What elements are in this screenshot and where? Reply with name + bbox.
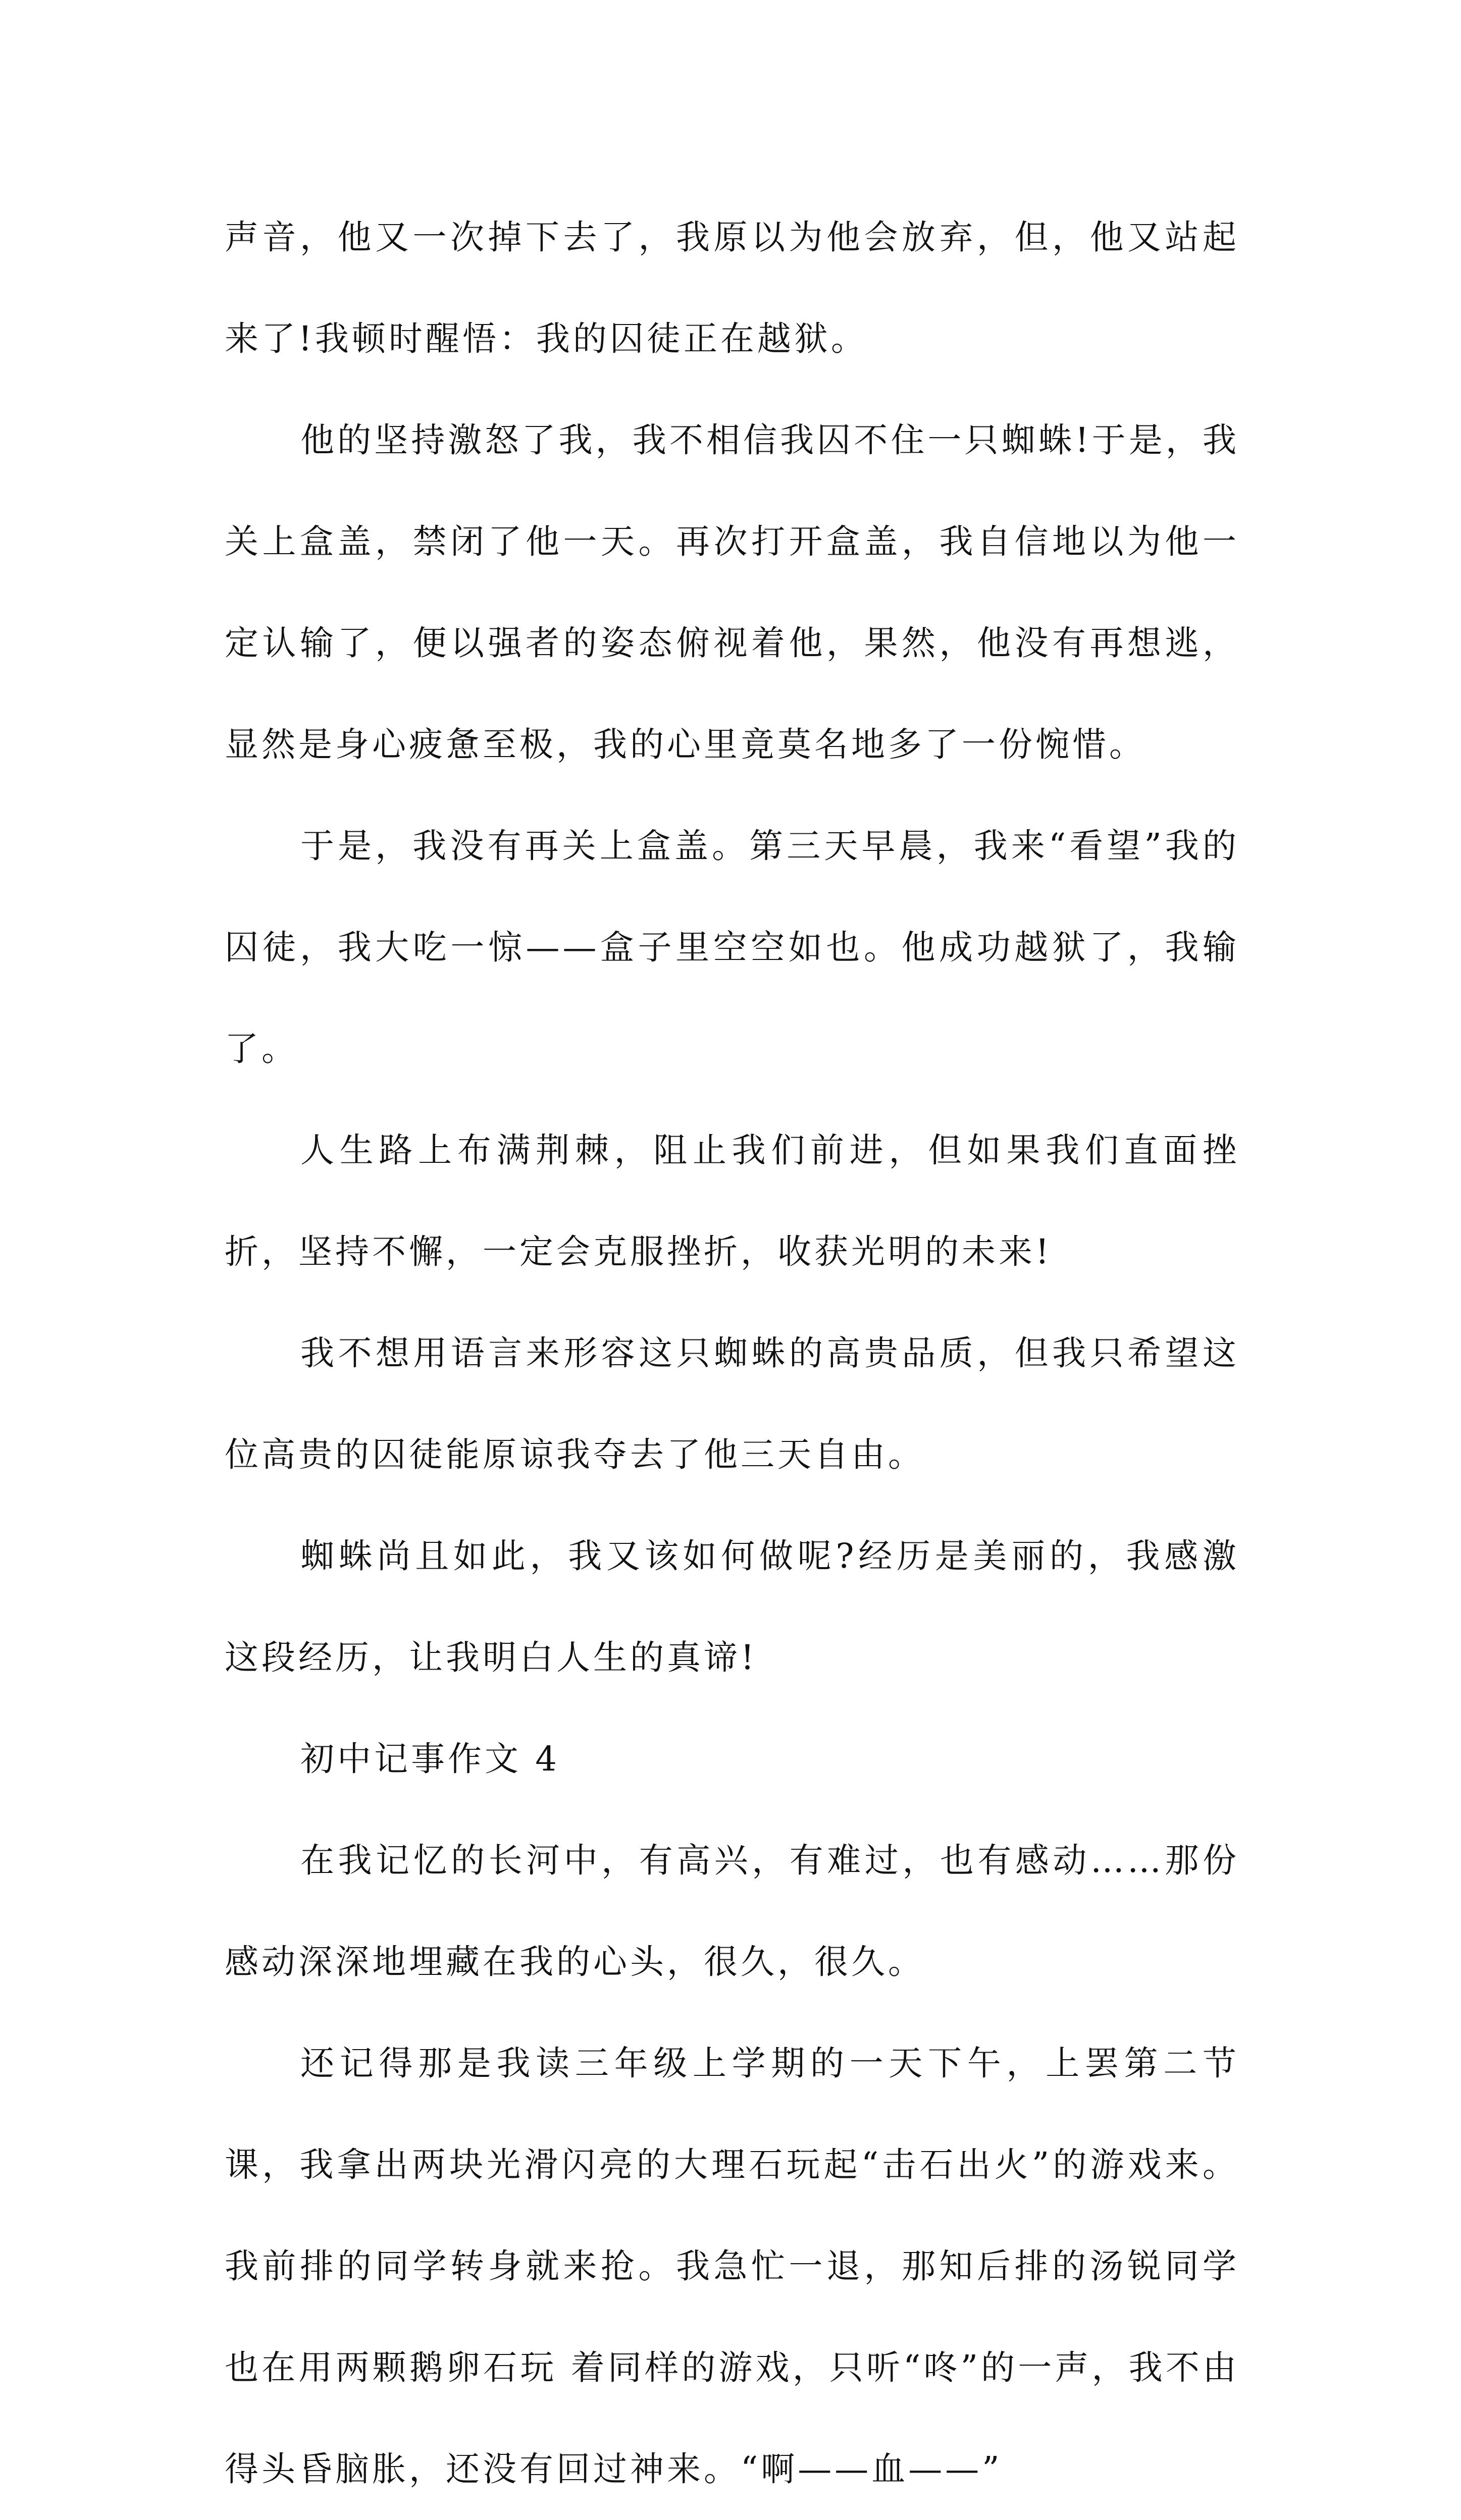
paragraph: 于是，我没有再关上盒盖。第三天早晨，我来“看望”我的囚徒，我大吃一惊——盒子里空空如也。他成功越狱了，我输了。 (225, 826, 1239, 1068)
document-body (225, 187, 1239, 2520)
paragraph: 蜘蛛尚且如此，我又该如何做呢?经历是美丽的，我感激这段经历，让我明白人生的真谛! (225, 1536, 1239, 1677)
paragraph: 他的坚持激怒了我，我不相信我囚不住一只蜘蛛!于是，我关上盒盖，禁闭了他一天。再次打开盒盖，我自信地以为他一定认输了，便以强者的姿态俯视着他，果然，他没有再想逃，显然是身心疲惫至极，我的心里竟莫名地多了一份惋惜。 (225, 420, 1239, 764)
paragraph: 人生路上布满荆棘，阻止我们前进，但如果我们直面挫折，坚持不懈，一定会克服挫折，收获光明的未来! (225, 1131, 1239, 1271)
paragraph: 声音，他又一次掉下去了，我原以为他会放弃，但，他又站起来了!我顿时醒悟：我的囚徒正在越狱。 (225, 218, 1239, 358)
paragraph: 在我记忆的长河中，有高兴，有难过，也有感动……那份感动深深地埋藏在我的心头，很久，很久。 (225, 1841, 1239, 1981)
paragraph: 还记得那是我读三年级上学期的一天下午，上罢第二节课，我拿出两块光滑闪亮的大理石玩起“击石出火”的游戏来。我前排的同学转身就来抢。我急忙一退，那知后排的汤锐同学也在用两颗鹅卵石玩 着同样的游戏，只听“咚”的一声，我不由得头昏脑胀，还没有回过神来。“啊——血——” (225, 2044, 1239, 2489)
paragraph: 我不想用语言来形容这只蜘蛛的高贵品质，但我只希望这位高贵的囚徒能原谅我夺去了他三天自由。 (225, 1333, 1239, 1474)
section-heading: 初中记事作文 4 (300, 1739, 560, 1779)
